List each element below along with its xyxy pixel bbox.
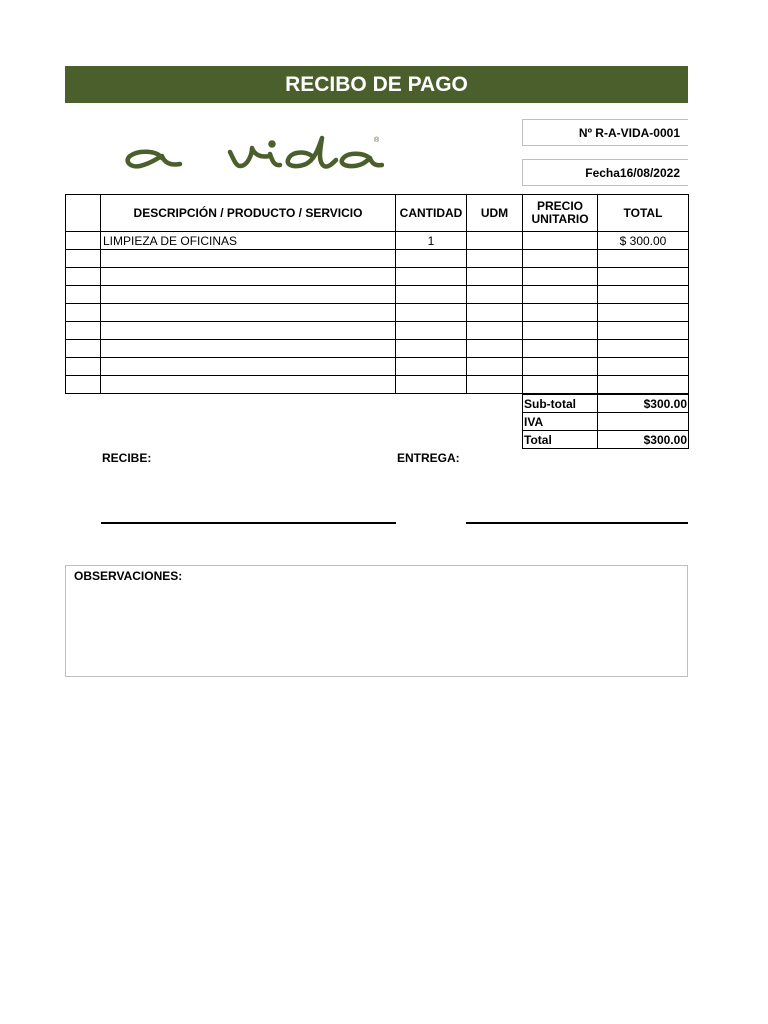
table-row xyxy=(66,322,689,340)
quantity-header: CANTIDAD xyxy=(396,195,467,232)
receipt-number-box xyxy=(522,119,688,146)
row-unit-price xyxy=(523,250,598,268)
row-quantity xyxy=(396,250,467,268)
iva-value xyxy=(598,413,689,431)
observations-box[interactable] xyxy=(65,565,688,677)
items-table xyxy=(65,194,689,394)
row-unit-price xyxy=(523,322,598,340)
row-unit-price xyxy=(523,358,598,376)
total-row xyxy=(523,431,689,449)
row-quantity xyxy=(396,268,467,286)
total-header: TOTAL xyxy=(598,195,689,232)
table-row xyxy=(66,304,689,322)
row-unit-price xyxy=(523,268,598,286)
row-unit-price xyxy=(523,286,598,304)
subtotal-label: Sub-total xyxy=(523,395,598,413)
row-quantity xyxy=(396,286,467,304)
row-description xyxy=(101,286,396,304)
row-udm xyxy=(467,358,523,376)
table-row xyxy=(66,250,689,268)
unit-price-header-line2: UNITARIO xyxy=(531,212,589,226)
row-quantity xyxy=(396,340,467,358)
row-description xyxy=(101,268,396,286)
receipt-title: RECIBO DE PAGO xyxy=(285,72,468,96)
row-quantity xyxy=(396,322,467,340)
row-udm xyxy=(467,250,523,268)
row-total: $ 300.00 xyxy=(598,232,689,250)
row-quantity xyxy=(396,358,467,376)
table-row xyxy=(66,286,689,304)
row-unit-price xyxy=(523,304,598,322)
table-row xyxy=(66,340,689,358)
row-udm xyxy=(467,268,523,286)
udm-header: UDM xyxy=(467,195,523,232)
row-description xyxy=(101,322,396,340)
unit-price-header xyxy=(523,195,598,232)
row-udm xyxy=(467,340,523,358)
total-label: Total xyxy=(523,431,598,449)
receipt-date: Fecha16/08/2022 xyxy=(585,165,680,180)
entrega-label: ENTREGA: xyxy=(397,451,460,465)
row-quantity xyxy=(396,376,467,394)
row-description xyxy=(101,340,396,358)
a-vida-logo xyxy=(122,132,384,176)
row-description xyxy=(101,376,396,394)
recibe-label: RECIBE: xyxy=(102,451,152,465)
row-total xyxy=(598,322,689,340)
row-description xyxy=(101,304,396,322)
description-header: DESCRIPCIÓN / PRODUCTO / SERVICIO xyxy=(101,195,396,232)
iva-row xyxy=(523,413,689,431)
unit-price-header-line1: PRECIO xyxy=(536,199,583,213)
row-udm xyxy=(467,376,523,394)
receipt-date-box xyxy=(522,159,688,186)
row-unit-price xyxy=(523,340,598,358)
row-total xyxy=(598,304,689,322)
recibe-signature-line xyxy=(101,522,396,524)
row-udm xyxy=(467,322,523,340)
table-row xyxy=(66,376,689,394)
row-total xyxy=(598,376,689,394)
table-row xyxy=(66,358,689,376)
receipt-number: Nº R-A-VIDA-0001 xyxy=(578,125,680,140)
row-unit-price xyxy=(523,376,598,394)
row-udm xyxy=(467,286,523,304)
row-total xyxy=(598,268,689,286)
totals-table xyxy=(522,394,689,449)
row-unit-price xyxy=(523,232,598,250)
row-quantity: 1 xyxy=(396,232,467,250)
receipt-title-bar xyxy=(65,66,688,103)
iva-label: IVA xyxy=(523,413,598,431)
table-row xyxy=(66,268,689,286)
row-description: LIMPIEZA DE OFICINAS xyxy=(101,232,396,250)
table-header-row xyxy=(66,195,689,232)
entrega-signature-line xyxy=(466,522,688,524)
table-row xyxy=(66,232,689,250)
index-header xyxy=(66,195,101,232)
subtotal-row xyxy=(523,395,689,413)
row-description xyxy=(101,250,396,268)
registered-mark: ® xyxy=(374,137,380,144)
subtotal-value: $300.00 xyxy=(598,395,689,413)
row-udm xyxy=(467,304,523,322)
row-udm xyxy=(467,232,523,250)
observations-label: OBSERVACIONES: xyxy=(74,569,183,583)
total-value: $300.00 xyxy=(598,431,689,449)
row-total xyxy=(598,286,689,304)
row-description xyxy=(101,358,396,376)
row-total xyxy=(598,250,689,268)
row-total xyxy=(598,340,689,358)
row-total xyxy=(598,358,689,376)
row-quantity xyxy=(396,304,467,322)
